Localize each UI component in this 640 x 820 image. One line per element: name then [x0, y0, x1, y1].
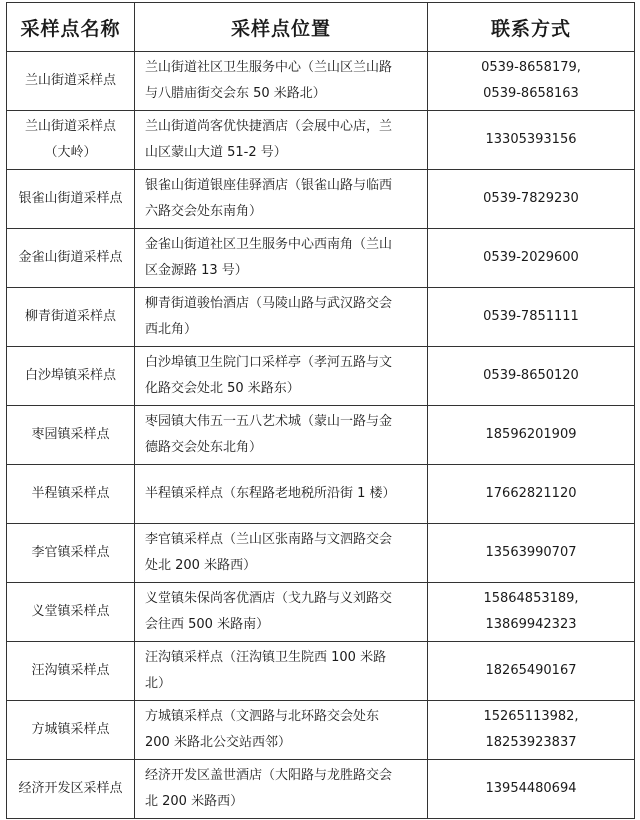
sampling-point-name-line: 经济开发区采样点: [18, 781, 123, 796]
sampling-point-phone-line: 13563990707: [485, 545, 577, 560]
table-header-row: [7, 3, 635, 52]
sampling-point-phone-line: 15864853189,: [483, 591, 579, 606]
sampling-point-name: [7, 229, 135, 288]
sampling-point-location: [135, 288, 428, 347]
sampling-point-name: [7, 642, 135, 701]
sampling-point-name-line: 枣园镇采样点: [31, 427, 110, 442]
sampling-point-phone-line: 15265113982,: [483, 709, 579, 724]
sampling-point-location: [135, 701, 428, 760]
sampling-point-location-line: 半程镇采样点（东程路老地税所沿街 1 楼）: [145, 486, 396, 501]
sampling-point-location-line: 会往西 500 米路南）: [145, 617, 270, 632]
sampling-point-name-line: 半程镇采样点: [31, 486, 110, 501]
sampling-point-phone-line: 0539-8658179,: [481, 60, 581, 75]
sampling-point-location-line: 处北 200 米路西）: [145, 558, 257, 573]
table-row: [7, 347, 635, 406]
sampling-point-name-line: 兰山街道采样点: [24, 73, 116, 88]
table-row: [7, 760, 635, 819]
sampling-point-phone: [428, 524, 635, 583]
sampling-point-location: [135, 170, 428, 229]
sampling-point-location-line: 兰山街道社区卫生服务中心（兰山区兰山路: [145, 60, 393, 75]
header-location: 采样点位置: [135, 3, 428, 52]
sampling-point-phone-line: 13305393156: [485, 132, 577, 147]
table-row: [7, 170, 635, 229]
sampling-point-location-line: 李官镇采样点（兰山区张南路与文泗路交会: [145, 532, 393, 547]
sampling-point-name-line: 银雀山街道采样点: [18, 191, 123, 206]
sampling-point-name-line: （大岭）: [44, 145, 97, 160]
sampling-point-phone: [428, 347, 635, 406]
sampling-point-location-line: 经济开发区盖世酒店（大阳路与龙胜路交会: [145, 768, 393, 783]
sampling-point-name: [7, 583, 135, 642]
sampling-point-location-line: 方城镇采样点（文泗路与北环路交会处东: [145, 709, 380, 724]
table-row: [7, 229, 635, 288]
sampling-point-name: [7, 760, 135, 819]
sampling-point-phone-line: 0539-8658163: [483, 86, 579, 101]
table-row: [7, 583, 635, 642]
sampling-point-phone: [428, 760, 635, 819]
sampling-point-location-line: 义堂镇朱保尚客优酒店（戈九路与义刘路交: [145, 591, 393, 606]
sampling-point-name: [7, 406, 135, 465]
sampling-point-name-line: 柳青街道采样点: [24, 309, 116, 324]
sampling-point-location: [135, 465, 428, 524]
table-row: [7, 406, 635, 465]
sampling-point-phone: [428, 701, 635, 760]
table-row: [7, 52, 635, 111]
sampling-point-name-line: 义堂镇采样点: [31, 604, 110, 619]
sampling-point-location-line: 汪沟镇采样点（汪沟镇卫生院西 100 米路: [145, 650, 387, 665]
sampling-point-name: [7, 111, 135, 170]
sampling-point-location-line: 金雀山街道社区卫生服务中心西南角（兰山: [145, 237, 393, 252]
sampling-point-location: [135, 229, 428, 288]
sampling-point-location-line: 德路交会处东北角）: [145, 440, 263, 455]
sampling-point-name: [7, 288, 135, 347]
sampling-point-location-line: 北 200 米路西）: [145, 794, 244, 809]
sampling-point-name: [7, 170, 135, 229]
table-row: [7, 288, 635, 347]
table-row: [7, 111, 635, 170]
sampling-point-phone: [428, 229, 635, 288]
sampling-point-name-line: 金雀山街道采样点: [18, 250, 123, 265]
sampling-point-phone: [428, 111, 635, 170]
sampling-point-location: [135, 524, 428, 583]
header-name: 采样点名称: [7, 3, 135, 52]
sampling-point-phone-line: 0539-8650120: [483, 368, 579, 383]
sampling-point-location-line: 六路交会处东南角）: [145, 204, 263, 219]
sampling-point-phone-line: 13869942323: [485, 617, 577, 632]
sampling-point-location-line: 化路交会处北 50 米路东）: [145, 381, 300, 396]
table-body: [7, 52, 635, 819]
sampling-points-sheet: [6, 2, 634, 819]
sampling-point-phone-line: 17662821120: [485, 486, 577, 501]
sampling-point-name-line: 兰山街道采样点: [24, 119, 116, 134]
sampling-point-name-line: 李官镇采样点: [31, 545, 110, 560]
sampling-point-phone: [428, 583, 635, 642]
sampling-point-location-line: 200 米路北公交站西邻）: [145, 735, 291, 750]
sampling-point-location-line: 柳青街道骏怡酒店（马陵山路与武汉路交会: [145, 296, 393, 311]
sampling-point-location: [135, 642, 428, 701]
sampling-point-location-line: 北）: [145, 676, 172, 691]
sampling-point-name: [7, 701, 135, 760]
sampling-point-phone: [428, 642, 635, 701]
sampling-point-location: [135, 347, 428, 406]
sampling-point-phone-line: 18253923837: [485, 735, 577, 750]
sampling-point-name-line: 白沙埠镇采样点: [24, 368, 116, 383]
sampling-point-location-line: 兰山街道尚客优快捷酒店（会展中心店，兰: [145, 119, 393, 134]
sampling-point-name: [7, 524, 135, 583]
sampling-point-name: [7, 347, 135, 406]
sampling-points-table: [6, 2, 635, 819]
sampling-point-phone: [428, 288, 635, 347]
sampling-point-location-line: 区金源路 13 号）: [145, 263, 248, 278]
table-row: [7, 701, 635, 760]
sampling-point-phone: [428, 52, 635, 111]
sampling-point-phone-line: 18596201909: [485, 427, 577, 442]
sampling-point-location: [135, 406, 428, 465]
sampling-point-location: [135, 760, 428, 819]
sampling-point-location: [135, 111, 428, 170]
sampling-point-phone: [428, 406, 635, 465]
table-row: [7, 524, 635, 583]
sampling-point-phone-line: 0539-7851111: [483, 309, 579, 324]
sampling-point-location-line: 西北角）: [145, 322, 198, 337]
sampling-point-name: [7, 465, 135, 524]
sampling-point-name-line: 方城镇采样点: [31, 722, 110, 737]
table-row: [7, 642, 635, 701]
sampling-point-phone-line: 13954480694: [485, 781, 577, 796]
sampling-point-name: [7, 52, 135, 111]
sampling-point-phone: [428, 465, 635, 524]
sampling-point-phone-line: 18265490167: [485, 663, 577, 678]
table-row: [7, 465, 635, 524]
sampling-point-location: [135, 583, 428, 642]
sampling-point-location-line: 与八腊庙街交会东 50 米路北）: [145, 86, 326, 101]
sampling-point-location-line: 枣园镇大伟五一五八艺术城（蒙山一路与金: [145, 414, 393, 429]
sampling-point-location-line: 银雀山街道银座佳驿酒店（银雀山路与临西: [145, 178, 393, 193]
sampling-point-location-line: 山区蒙山大道 51-2 号）: [145, 145, 287, 160]
sampling-point-phone-line: 0539-2029600: [483, 250, 579, 265]
sampling-point-name-line: 汪沟镇采样点: [31, 663, 110, 678]
header-phone: 联系方式: [428, 3, 635, 52]
sampling-point-phone: [428, 170, 635, 229]
sampling-point-location: [135, 52, 428, 111]
sampling-point-phone-line: 0539-7829230: [483, 191, 579, 206]
sampling-point-location-line: 白沙埠镇卫生院门口采样亭（孝河五路与文: [145, 355, 393, 370]
